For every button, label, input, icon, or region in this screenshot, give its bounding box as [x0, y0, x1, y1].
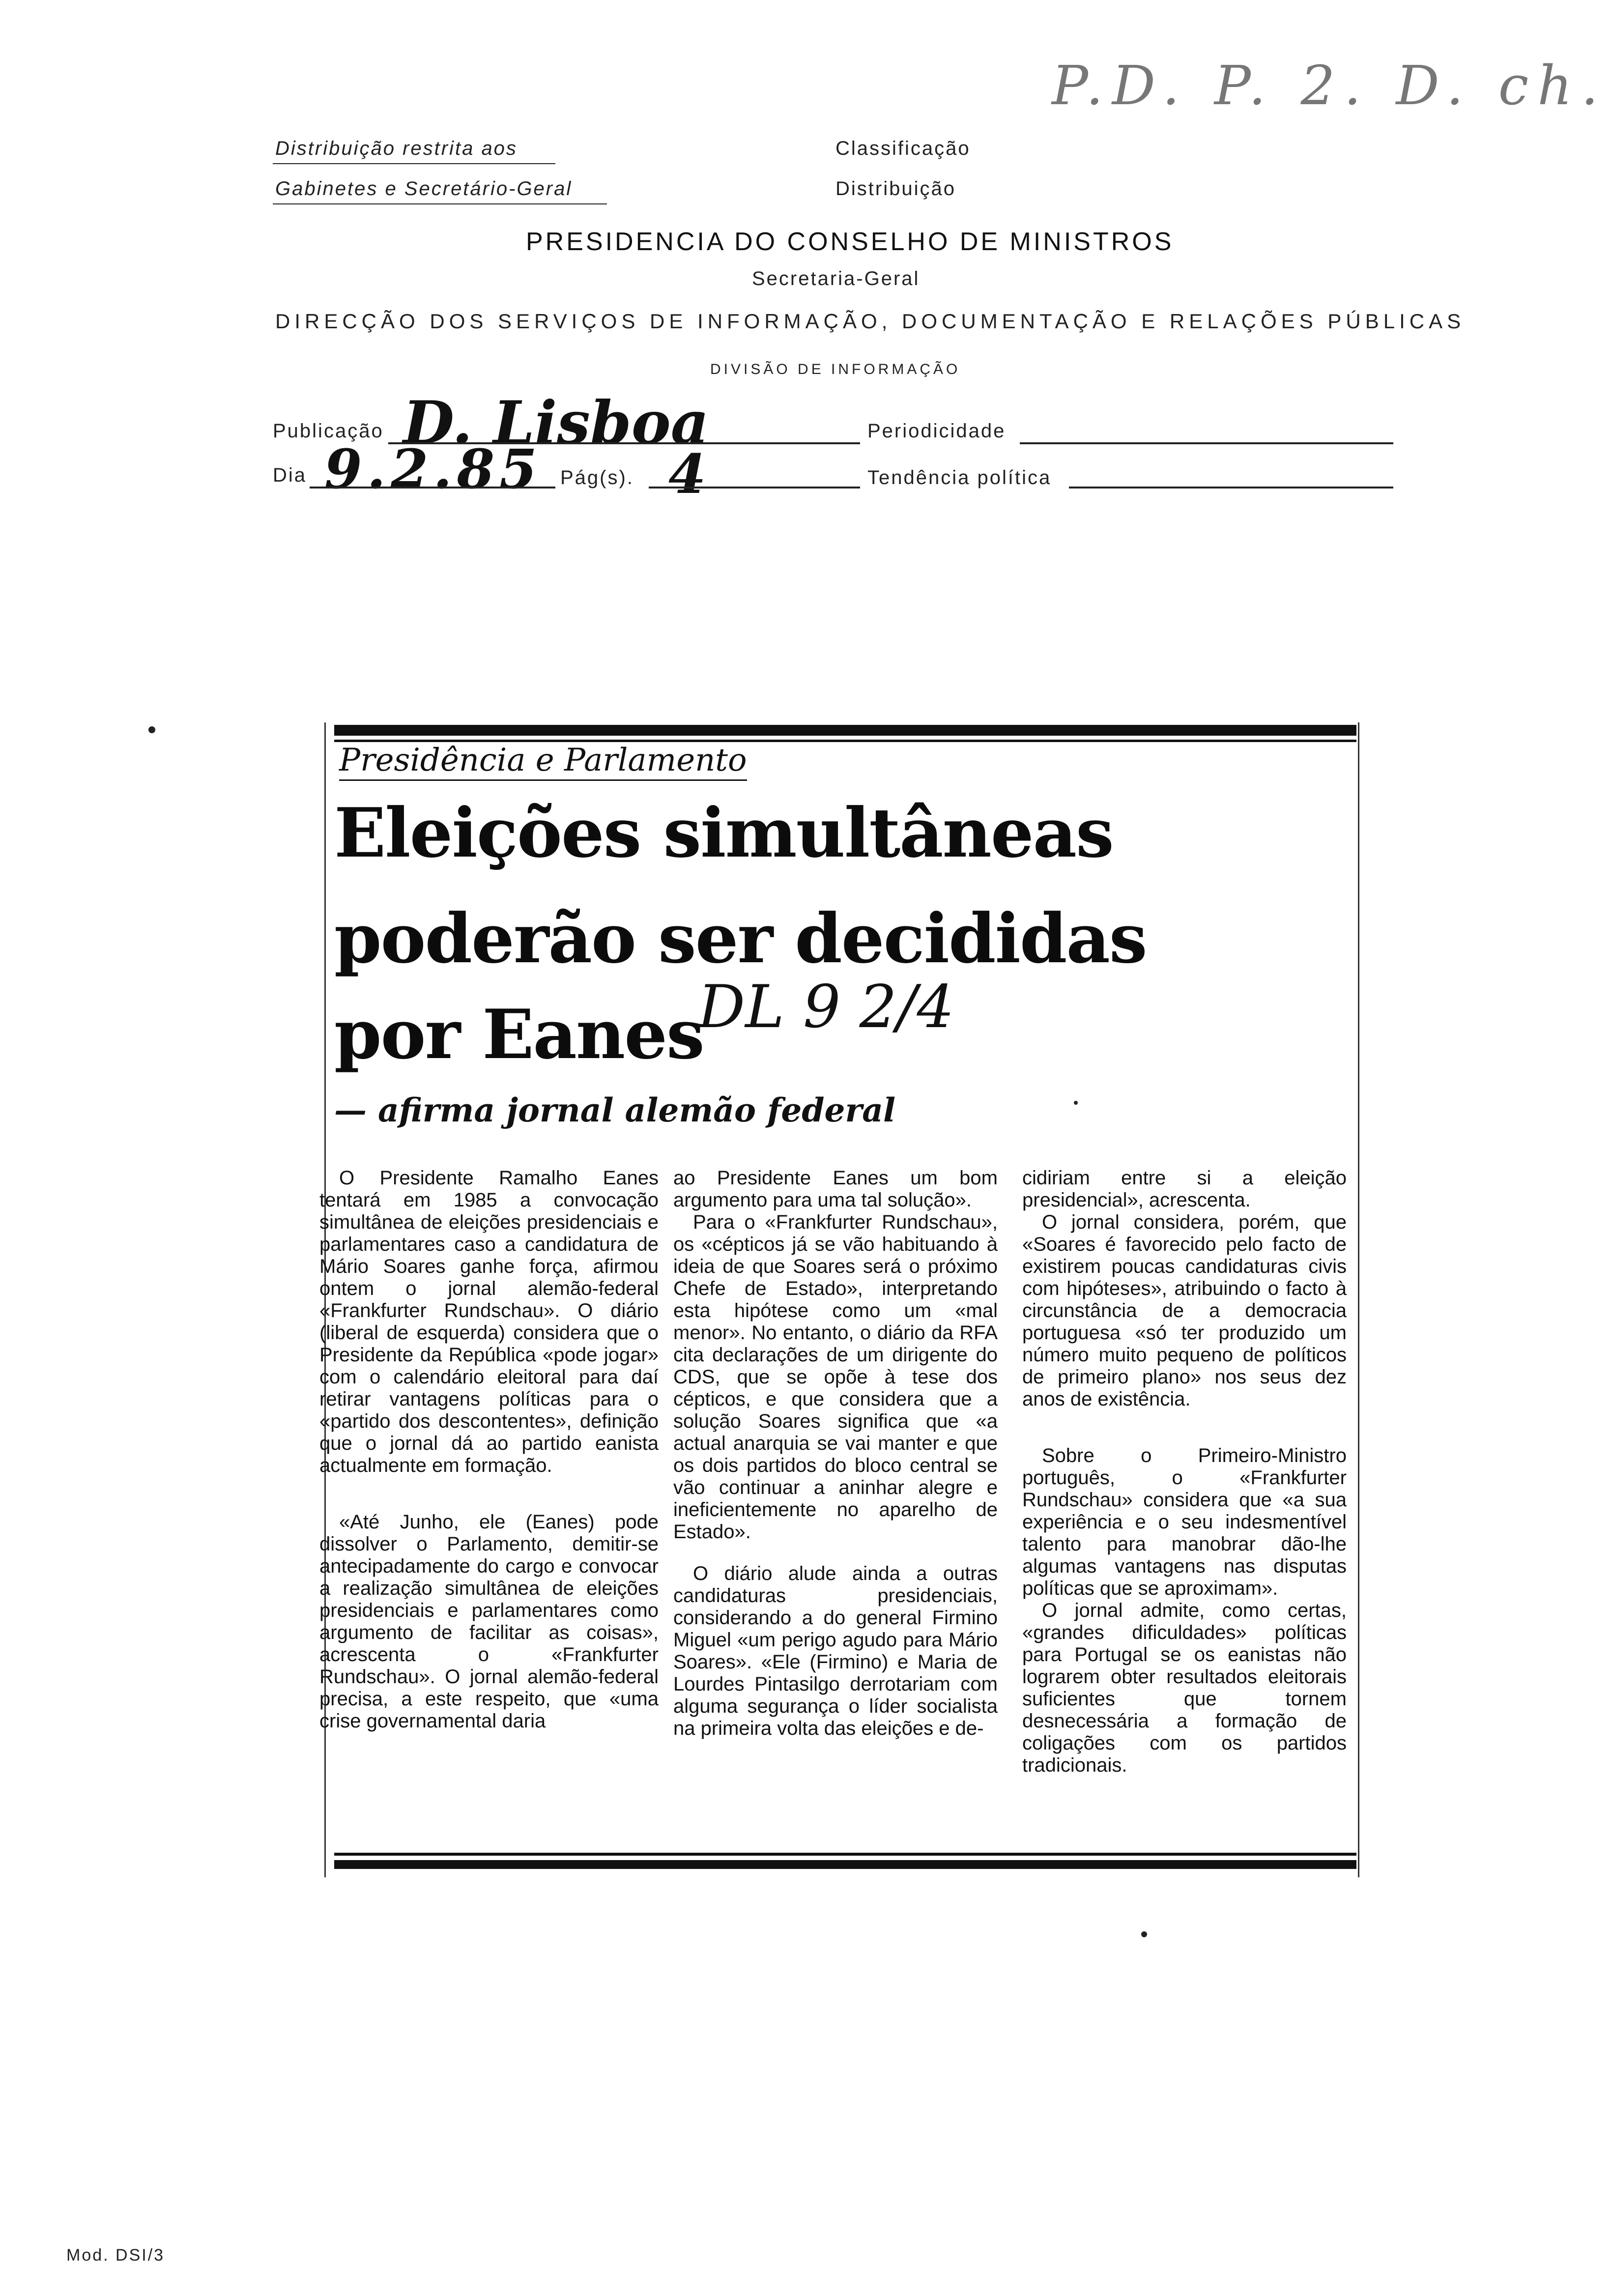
- day-value: 9.2.85: [324, 437, 542, 501]
- institution-title: PRESIDENCIA DO CONSELHO DE MINISTROS: [526, 228, 1174, 256]
- periodicity-underline: [1020, 442, 1393, 444]
- tendency-label: Tendência política: [867, 467, 1052, 488]
- headline-line-2: poderão ser decididas: [334, 898, 1147, 978]
- scan-speck: [1141, 1931, 1147, 1937]
- distribution-line-2: Gabinetes e Secretário-Geral: [275, 178, 573, 200]
- pages-label: Pág(s).: [560, 467, 634, 488]
- paragraph: O diário alude ainda a outras candidaturas presidenciais, considerando a do general Firmino Miguel «um perigo agudo para Mário Soares». «Ele (Firmino) e Maria de Lourdes Pintasilgo derrotariam com alguma segurança o líder socialista na primeira volta das eleições e de-: [673, 1563, 998, 1739]
- bottom-rule-thick: [334, 1860, 1356, 1869]
- distribution-underline-1: [273, 163, 555, 164]
- article-column-3: [1022, 1167, 1347, 1796]
- directorate-title: DIRECÇÃO DOS SERVIÇOS DE INFORMAÇÃO, DOCUMENTAÇÃO E RELAÇÕES PÚBLICAS: [275, 310, 1466, 333]
- bottom-rule-thin: [334, 1853, 1356, 1856]
- paragraph: Para o «Frankfurter Rundschau», os «cépticos já se vão habituando à ideia de que Soares será o próximo Chefe de Estado», interpretando esta hipótese como um «mal menor». No entanto, o diário da RFA cita declarações de um dirigente do CDS, que se opõe à tese dos cépticos, e que considera que a solução Soares significa que «a actual anarquia se vai manter e que os dois partidos do bloco central se vão continuar a aninhar alegre e ineficientemente no aparelho de Estado».: [673, 1211, 998, 1543]
- scan-speck: [148, 726, 155, 733]
- pages-underline: [649, 487, 860, 488]
- subtitle: — afirma jornal alemão federal: [334, 1091, 896, 1129]
- paragraph: O jornal admite, como certas, «grandes dificuldades» políticas para Portugal se os eanistas não lograrem obter resultados eleitorais suficientes que tornem desnecessária a formação de coligações com os partidos tradicionais.: [1022, 1600, 1347, 1776]
- distribution-label: Distribuição: [835, 178, 956, 200]
- periodicity-label: Periodicidade: [867, 420, 1006, 442]
- secretariat-label: Secretaria-Geral: [752, 268, 920, 289]
- section-label: Presidência e Parlamento: [339, 742, 747, 781]
- tendency-underline: [1069, 487, 1393, 488]
- classification-label: Classificação: [835, 138, 971, 159]
- handwritten-reference: DL 9 2/4: [698, 973, 954, 1041]
- paragraph: «Até Junho, ele (Eanes) pode dissolver o Parlamento, demitir-se antecipadamente do cargo e convocar a realização simultânea de eleições presidenciais e parlamentares como argumento de facilitar as coisas», acrescenta o «Frankfurter Rundschau». O jornal alemão-federal precisa, a este respeito, que «uma crise governamental daria: [319, 1511, 659, 1732]
- paragraph: O jornal considera, porém, que «Soares é favorecido pelo facto de existirem poucas candidaturas civis com hipóteses», atribuindo o facto à circunstância de a democracia portuguesa «só ter produzido um número muito pequeno de políticos de primeiro plano» nos seus dez anos de existência.: [1022, 1211, 1347, 1410]
- pages-value: 4: [668, 442, 706, 506]
- division-label: DIVISÃO DE INFORMAÇÃO: [710, 361, 961, 377]
- publication-label: Publicação: [273, 420, 384, 442]
- top-rule-thick: [334, 725, 1356, 736]
- paragraph: Sobre o Primeiro-Ministro português, o «Frankfurter Rundschau» considera que «a sua experiência e o seu indesmentível talento para manobrar dão-lhe algumas vantagens nas disputas políticas que se aproximam».: [1022, 1445, 1347, 1599]
- publication-value: D. Lisboa: [403, 388, 709, 458]
- distribution-line-1: Distribuição restrita aos: [275, 138, 518, 159]
- paragraph: cidiriam entre si a eleição presidencial», acrescenta.: [1022, 1167, 1347, 1211]
- day-label: Dia: [273, 464, 307, 486]
- distribution-underline-2: [273, 203, 607, 204]
- headline-line-3: por Eanes: [334, 994, 704, 1074]
- paragraph: O Presidente Ramalho Eanes tentará em 1985 a convocação simultânea de eleições presidenciais e parlamentares caso a candidatura de Mário Soares ganhe força, afirmou ontem o jornal alemão-federal «Frankfurter Rundschau». O diário (liberal de esquerda) considera que o Presidente da República «pode jogar» com o calendário eleitoral para daí retirar vantagens políticas para o «partido dos descontentes», definição que o jornal dá ao partido eanista actualmente em formação.: [319, 1167, 659, 1476]
- article-column-1: [319, 1167, 659, 1752]
- article-column-2: [673, 1167, 998, 1759]
- handwritten-stamp: P.D. P. 2. D. ch.: [1052, 54, 1608, 117]
- model-number: Mod. DSI/3: [66, 2246, 165, 2265]
- day-underline: [310, 487, 555, 488]
- paragraph: ao Presidente Eanes um bom argumento para uma tal solução».: [673, 1167, 998, 1211]
- headline-line-1: Eleições simultâneas: [334, 793, 1113, 873]
